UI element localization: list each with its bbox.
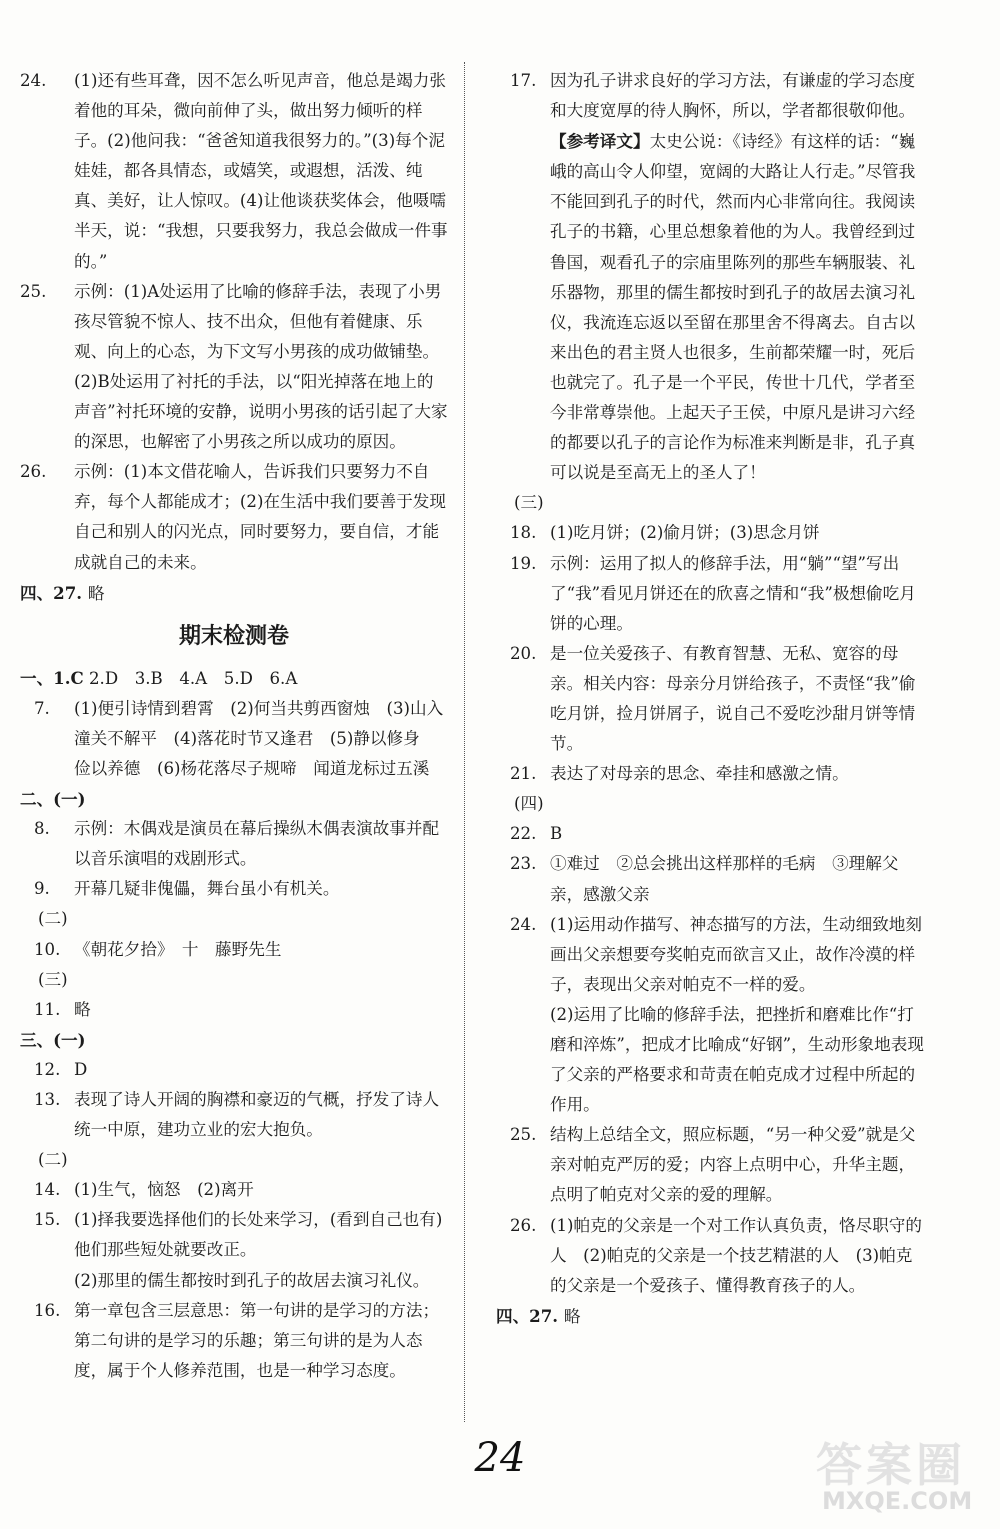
- part-3-heading: (三): [38, 969, 68, 989]
- answer-19: 19. 示例：运用了拟人的修辞手法，用“躺”“望”写出了“我”看见月饼还在的欣喜之情和“我”极想偷吃月饼的心理。: [510, 553, 916, 633]
- answer-7: 7. (1)便引诗情到碧霄 (2)何当共剪西窗烛 (3)山入潼关不解平 (4)落花时节又逢君 (5)静以修身 俭以养德 (6)杨花落尽子规啼 闻道龙标过五溪: [34, 698, 444, 778]
- answer-18: 18. (1)吃月饼；(2)偷月饼；(3)思念月饼: [510, 523, 820, 543]
- answer-25-left: 25. 示例：(1)A处运用了比喻的修辞手法，表现了小男孩尽管貌不惊人、技不出众，但他有着健康、乐观、向上的心态，为下文写小男孩的成功做铺垫。 (2)B处运用了衬托的手法，以“阳光掉落在地上的声音”衬托环境的安静，说明小男孩的话引起了大家的深思，也解密了小男孩之所以成功的原因。: [20, 281, 448, 452]
- answer-13: 13. 表现了诗人开阔的胸襟和豪迈的气概，抒发了诗人统一中原，建功立业的宏大抱负。: [34, 1090, 440, 1140]
- answer-21: 21. 表达了对母亲的思念、牵挂和感激之情。: [510, 764, 849, 784]
- answer-22: 22. B: [510, 824, 563, 844]
- column-divider: [464, 62, 465, 1422]
- answer-14: 14. (1)生气，恼怒 (2)离开: [34, 1180, 254, 1200]
- left-column: [20, 66, 448, 1386]
- reference-translation: 【参考译文】太史公说：《诗经》有这样的话：“巍峨的高山令人仰望，宽阔的大路让人行走。”尽管我不能回到孔子的时代，然而内心非常向往。我阅读孔子的书籍，心里总想象着他的为人。我曾经到过鲁国，观看孔子的宗庙里陈列的那些车辆服装、礼乐器物，那里的儒生都按时到孔子的故居去演习礼仪，我流连忘返以至留在那里舍不得离去。自古以来出色的君主贤人也很多，生前都荣耀一时，死后也就完了。孔子是一个平民，传世十几代，学者至今非常尊崇他。上起天子王侯，中原凡是讲习六经的都要以孔子的言论作为标准来判断是非，孔子真可以说是至高无上的圣人了！: [550, 131, 916, 483]
- watermark-logo: [816, 1429, 986, 1521]
- watermark-url: MXQE.COM: [822, 1487, 973, 1515]
- page-number: 24: [474, 1435, 526, 1481]
- answer-10: 10. 《朝花夕拾》 十 藤野先生: [34, 939, 282, 959]
- answer-9: 9. 开幕几疑非傀儡，舞台虽小有机关。: [34, 879, 340, 899]
- part-2-heading: (二): [38, 909, 68, 929]
- section-4-left: 四、27. 略: [20, 582, 105, 603]
- answer-20: 20. 是一位关爱孩子、有教育智慧、无私、宽容的母亲。相关内容：母亲分月饼给孩子，不责怪“我”偷吃月饼，捡月饼屑子，说自己不爱吃沙甜月饼等情节。: [510, 643, 916, 754]
- part-4-heading: (四): [514, 794, 544, 814]
- answer-26-right: 26. (1)帕克的父亲是一个对工作认真负责，恪尽职守的人 (2)帕克的父亲是一个技艺精湛的人 (3)帕克的父亲是一个爱孩子、懂得教育孩子的人。: [510, 1215, 922, 1295]
- section-3: 三、(一): [20, 1029, 86, 1050]
- section-1: 一、1.C 2.D 3.B 4.A 5.D 6.A: [20, 667, 298, 688]
- answer-24-left: 24. (1)还有些耳聋，因不怎么听见声音，他总是竭力张着他的耳朵，微向前伸了头，做出努力倾听的样子。(2)他问我：“爸爸知道我很努力的。”(3)每个泥娃娃，都各具情态，或嬉笑，或遐想，活泼、纯真、美好，让人惊叹。(4)让他谈获奖体会，他嗫嚅半天，说：“我想，只要我努力，我总会做成一件事的。”: [20, 71, 448, 271]
- final-exam-title: 期末检测卷: [178, 623, 289, 649]
- answer-26-left: 26. 示例：(1)本文借花喻人，告诉我们只要努力不自弃，每个人都能成才；(2)在生活中我们要善于发现自己和别人的闪光点，同时要努力，要自信，才能成就自己的未来。: [20, 462, 446, 572]
- answer-17: 17. 因为孔子讲求良好的学习方法，有谦虚的学习态度和大度宽厚的待人胸怀，所以，学者都很敬仰他。: [510, 71, 916, 121]
- watermark-text: 答案圈: [816, 1438, 966, 1492]
- right-column: [496, 66, 924, 1332]
- section-4-right: 四、27. 略: [496, 1305, 581, 1326]
- part-3-right-heading: (三): [514, 493, 544, 513]
- answer-25-right: 25. 结构上总结全文，照应标题，“另一种父爱”就是父亲对帕克严厉的爱；内容上点明中心，升华主题，点明了帕克对父亲的爱的理解。: [510, 1125, 916, 1205]
- answer-15: 15. (1)择我要选择他们的长处来学习，(看到自己也有)他们那些短处就要改正。 (2)那里的儒生都按时到孔子的故居去演习礼仪。: [34, 1210, 443, 1290]
- section-2: 二、(一): [20, 789, 86, 810]
- answer-23: 23. ①难过 ②总会挑出这样那样的毛病 ③理解父亲，感激父亲: [510, 854, 899, 904]
- answer-12: 12. D: [34, 1059, 88, 1079]
- answer-16: 16. 第一章包含三层意思：第一句讲的是学习的方法；第二句讲的是学习的乐趣；第三句讲的是为人态度，属于个人修养范围，也是一种学习态度。: [34, 1300, 440, 1380]
- answer-11: 11. 略: [34, 999, 91, 1019]
- answer-24-right: 24. (1)运用动作描写、神态描写的方法，生动细致地刻画出父亲想要夸奖帕克而欲言又止，故作冷漠的样子，表现出父亲对帕克不一样的爱。 (2)运用了比喻的修辞手法，把挫折和磨难比作“打磨和淬炼”，把成才比喻成“好钢”，生动形象地表现了父亲的严格要求和苛责在帕克成才过程中所起的作用。: [510, 914, 924, 1115]
- part-2b-heading: (二): [38, 1150, 68, 1170]
- answer-8: 8. 示例：木偶戏是演员在幕后操纵木偶表演故事并配以音乐演唱的戏剧形式。: [34, 819, 440, 869]
